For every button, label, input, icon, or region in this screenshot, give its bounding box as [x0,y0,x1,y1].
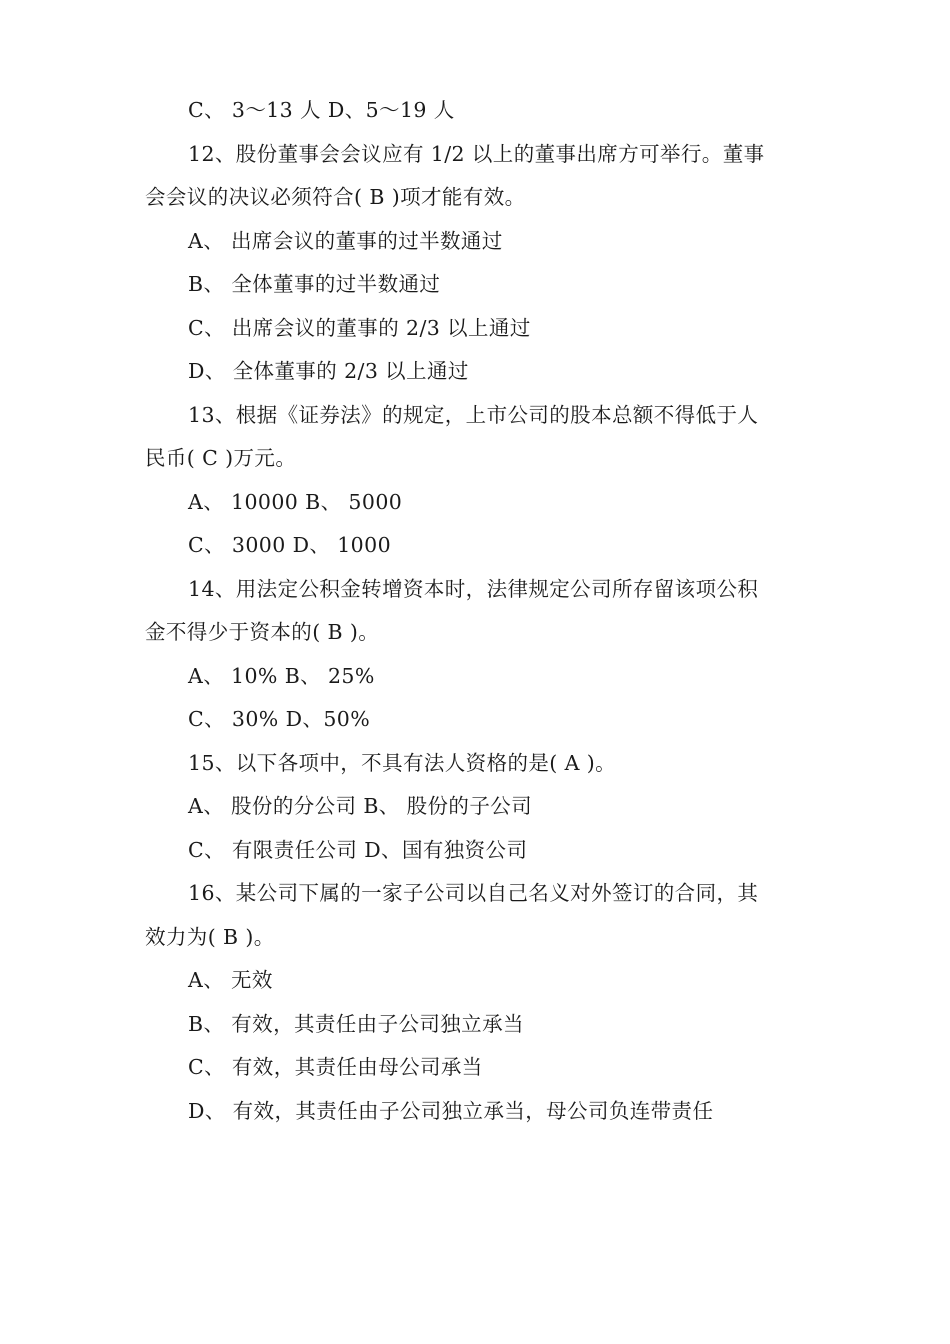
question-13-line-1: 13、根据《证券法》的规定，上市公司的股本总额不得低于人 [188,403,759,427]
option-line: C、 有效，其责任由母公司承当 [188,1055,483,1079]
question-12-line-1: 12、股份董事会会议应有 1/2 以上的董事出席方可举行。董事 [188,142,765,166]
option-line: B、 全体董事的过半数通过 [188,272,441,296]
option-line: B、 有效，其责任由子公司独立承当 [188,1012,524,1036]
option-line: A、 10000 B、 5000 [188,490,403,514]
option-line: C、 有限责任公司 D、国有独资公司 [188,838,528,862]
option-line: A、 10% B、 25% [188,664,375,688]
question-12-line-2: 会会议的决议必须符合( B )项才能有效。 [145,185,526,209]
option-line: A、 股份的分公司 B、 股份的子公司 [188,794,533,818]
question-13-line-2: 民币( C )万元。 [145,446,297,470]
option-line: A、 出席会议的董事的过半数通过 [188,229,503,253]
question-14-line-2: 金不得少于资本的( B )。 [145,620,380,644]
option-line: A、 无效 [188,968,273,992]
question-14-line-1: 14、用法定公积金转增资本时，法律规定公司所存留该项公积 [188,577,759,601]
question-15-line-1: 15、以下各项中，不具有法人资格的是( A )。 [188,751,617,775]
question-16-line-1: 16、某公司下属的一家子公司以自己名义对外签订的合同，其 [188,881,759,905]
option-line: C、 出席会议的董事的 2/3 以上通过 [188,316,531,340]
option-line: C、 30% D、50% [188,707,371,731]
question-16-line-2: 效力为( B )。 [145,925,275,949]
option-line: D、 全体董事的 2/3 以上通过 [188,359,469,383]
option-line: C、 3～13 人 D、5～19 人 [188,98,455,122]
option-line: C、 3000 D、 1000 [188,533,392,557]
option-line: D、 有效，其责任由子公司独立承当，母公司负连带责任 [188,1099,714,1123]
